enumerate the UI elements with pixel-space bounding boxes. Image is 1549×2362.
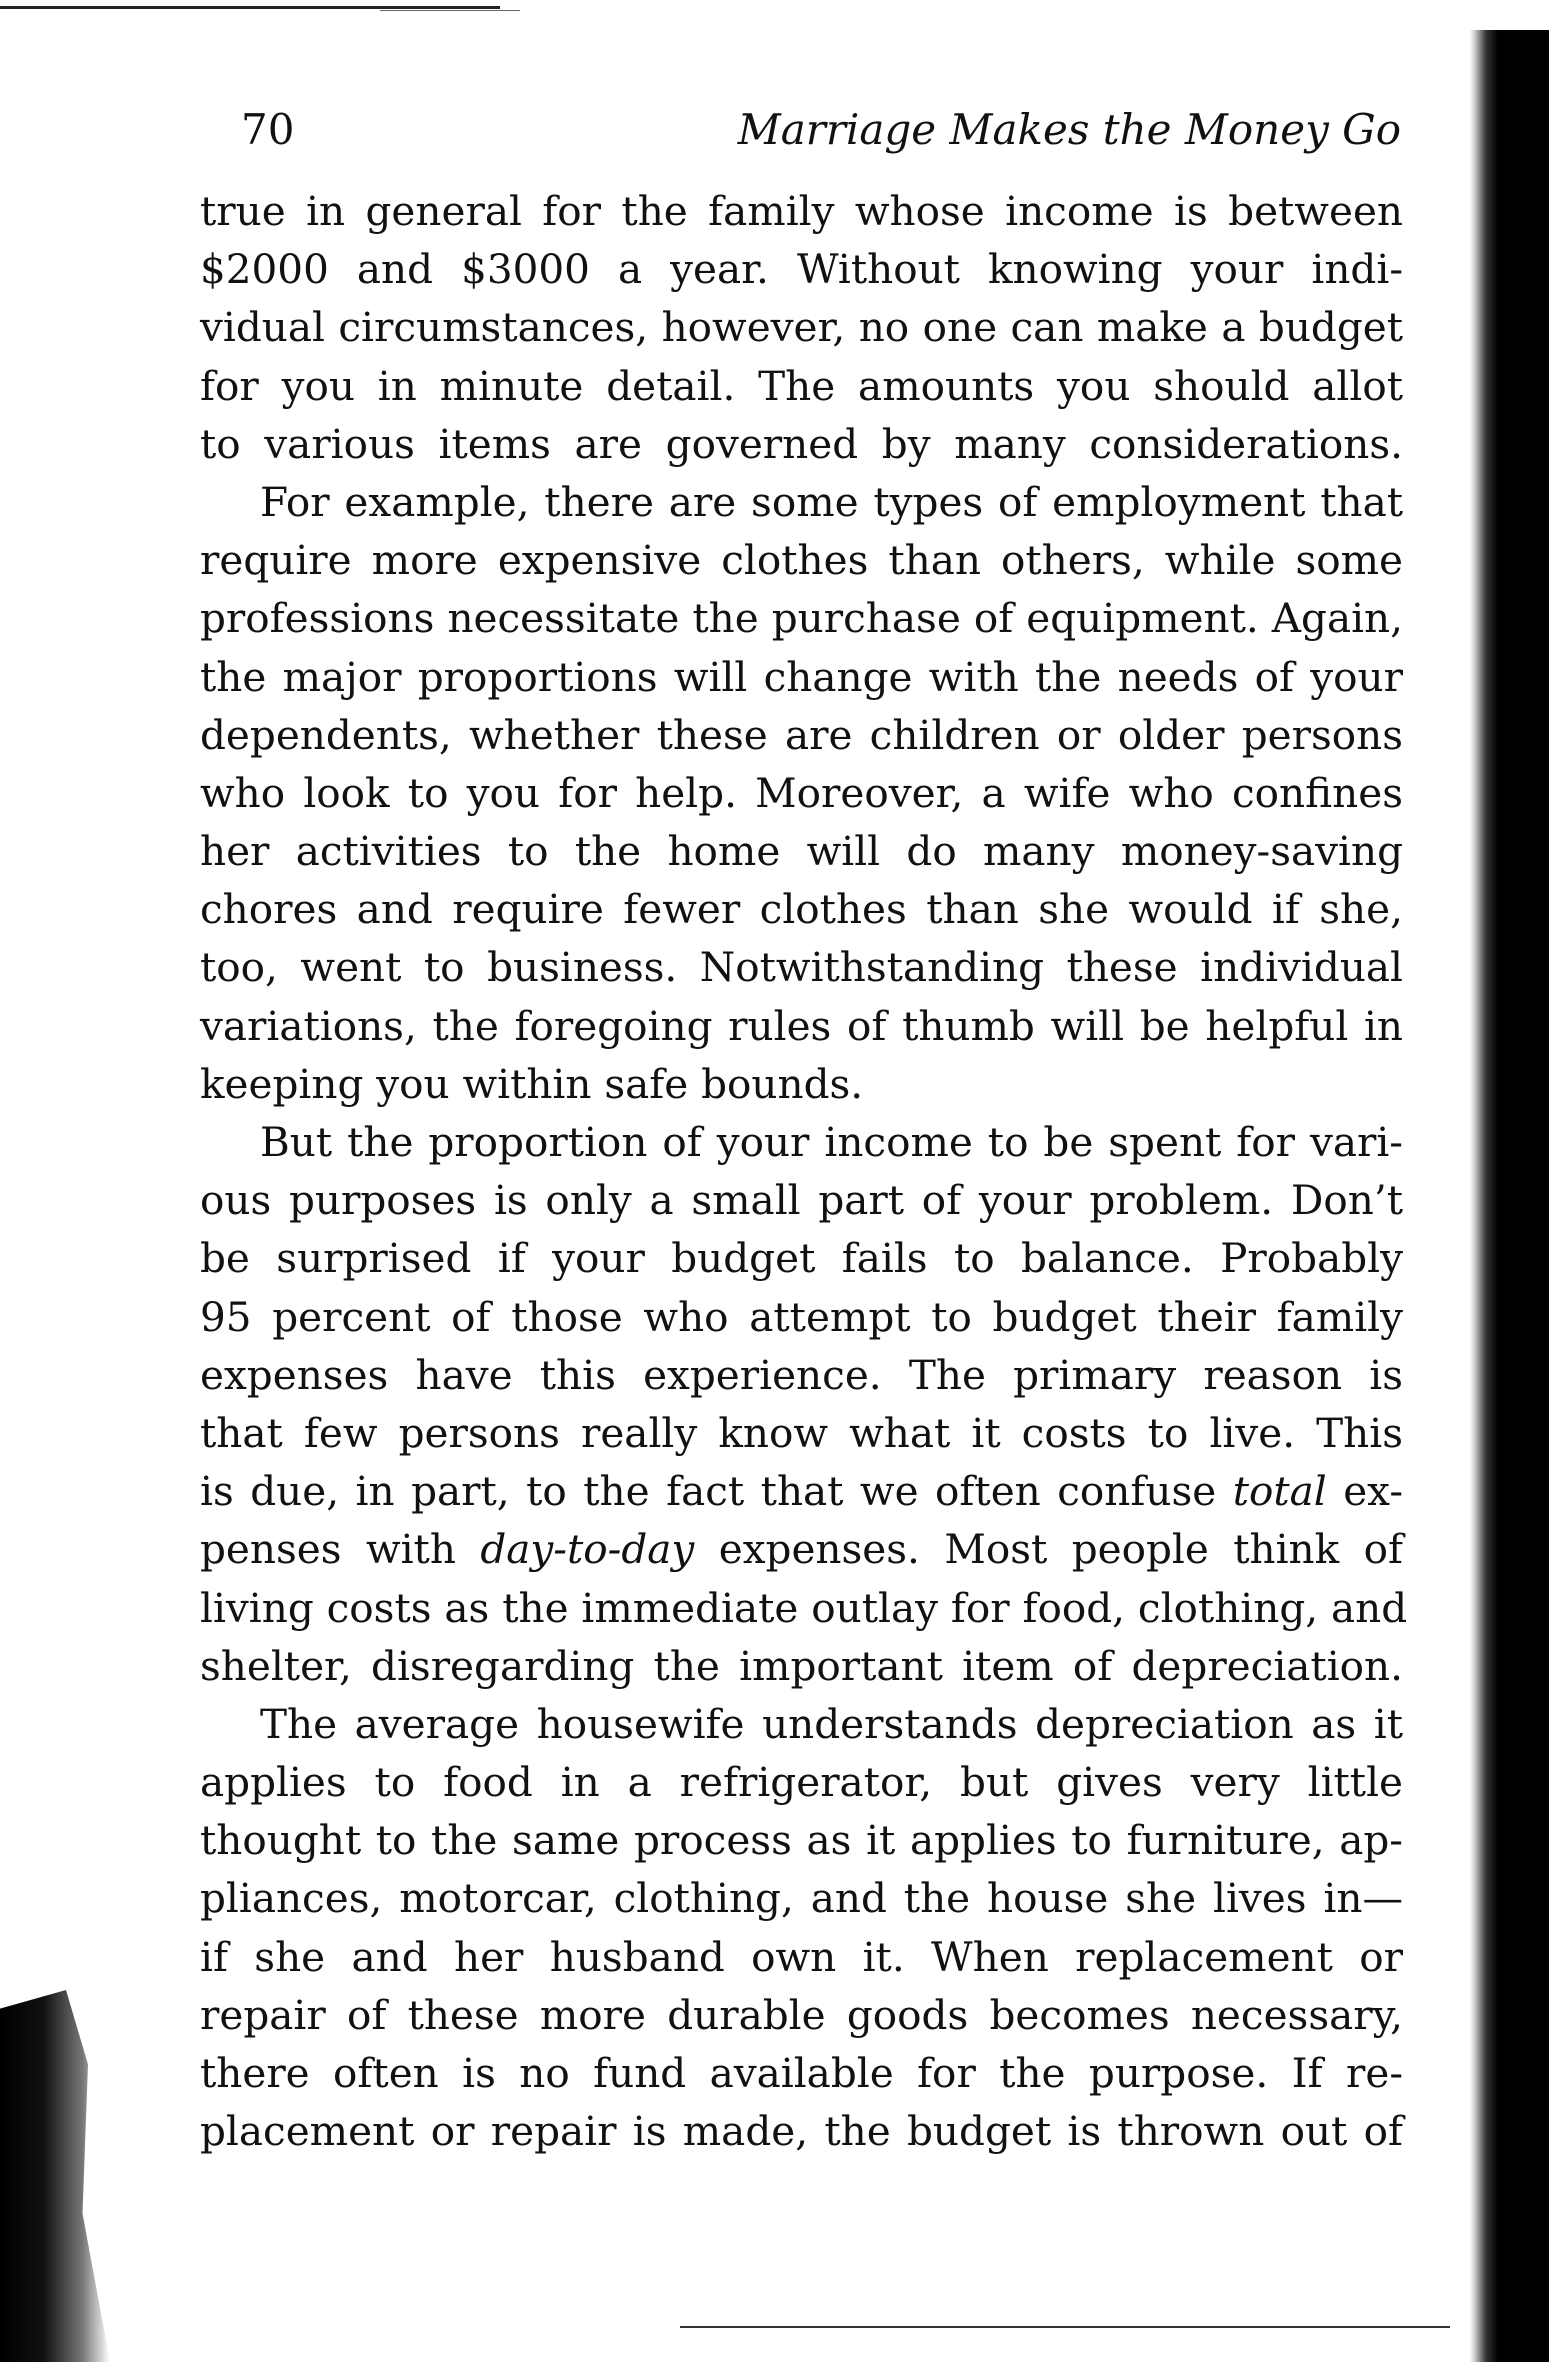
line-text: true in general for the family whose income is between xyxy=(200,187,1403,235)
line-text: The average housewife understands depreciation as it xyxy=(260,1699,1403,1748)
line-text: to various items are governed by many considerations. xyxy=(200,419,1403,468)
line-text: thought to the same process as it applies to furniture, ap- xyxy=(200,1816,1403,1865)
top-rule-thin xyxy=(380,10,520,11)
line-text: shelter, disregarding the important item of depreciation. xyxy=(200,1641,1403,1690)
running-title: Marriage Makes the Money Go xyxy=(737,105,1401,154)
text-line xyxy=(200,473,1403,531)
text-line xyxy=(200,1986,1403,2044)
line-text: ex- xyxy=(1326,1467,1403,1516)
text-line xyxy=(200,1462,1403,1520)
text-line xyxy=(200,822,1403,880)
text-line xyxy=(200,997,1403,1055)
text-line xyxy=(200,880,1403,938)
line-text: But the proportion of your income to be spent for vari- xyxy=(260,1118,1403,1166)
top-rule xyxy=(0,6,500,9)
text-line xyxy=(200,1113,1403,1171)
bottom-rule xyxy=(680,2326,1450,2328)
line-text: be surprised if your budget fails to balance. Probably xyxy=(200,1234,1403,1283)
text-line xyxy=(200,1171,1403,1229)
text-line xyxy=(200,357,1403,415)
text-line xyxy=(200,531,1403,589)
line-text: that few persons really know what it costs to live. This xyxy=(200,1408,1403,1457)
text-line xyxy=(200,1637,1403,1695)
line-text: $2000 and $3000 a year. Without knowing your indi- xyxy=(200,245,1403,294)
text-line xyxy=(200,1695,1403,1753)
line-text: her activities to the home will do many money-saving xyxy=(200,827,1403,876)
line-text: professions necessitate the purchase of equipment. Again, xyxy=(200,594,1403,643)
text-line xyxy=(200,2044,1403,2102)
text-line xyxy=(200,589,1403,647)
scan-thumb-shadow xyxy=(0,1990,110,2362)
line-text: ous purposes is only a small part of your problem. Don’t xyxy=(200,1176,1403,1225)
line-text: placement or repair is made, the budget is thrown out of xyxy=(200,2107,1403,2156)
line-text: dependents, whether these are children or older persons xyxy=(200,710,1403,759)
line-text: For example, there are some types of employment that xyxy=(260,477,1403,526)
body-text xyxy=(200,182,1408,2160)
text-line xyxy=(200,1811,1403,1869)
text-line xyxy=(200,1869,1403,1927)
line-text: the major proportions will change with the needs of your xyxy=(200,652,1403,701)
line-text: expenses have this experience. The primary reason is xyxy=(200,1350,1403,1399)
text-line xyxy=(200,1579,1408,1637)
line-text: require more expensive clothes than others, while some xyxy=(200,536,1403,585)
text-line xyxy=(200,1288,1403,1346)
text-line xyxy=(200,1520,1403,1578)
line-text: variations, the foregoing rules of thumb will be helpful in xyxy=(200,1001,1403,1050)
text-line xyxy=(200,2102,1403,2160)
line-text: applies to food in a refrigerator, but gives very little xyxy=(200,1758,1403,1807)
line-text: for you in minute detail. The amounts you should allot xyxy=(200,361,1403,410)
line-text: too, went to business. Notwithstanding these individual xyxy=(200,943,1403,992)
line-text: if she and her husband own it. When replacement or xyxy=(200,1932,1403,1981)
line-text: 95 percent of those who attempt to budget their family xyxy=(200,1292,1403,1341)
text-line xyxy=(200,298,1403,356)
text-line xyxy=(200,938,1403,996)
line-text: is due, in part, to the fact that we often confuse xyxy=(200,1467,1233,1516)
line-text: expenses. Most people think of xyxy=(694,1525,1403,1574)
line-text: penses with xyxy=(200,1525,481,1574)
text-line xyxy=(200,240,1403,298)
line-text: who look to you for help. Moreover, a wife who confines xyxy=(200,768,1403,817)
line-text: living costs as the immediate outlay for food, clothing, and xyxy=(200,1583,1408,1632)
text-line xyxy=(200,1229,1403,1287)
text-line xyxy=(200,706,1403,764)
italic-text: total xyxy=(1232,1467,1327,1516)
line-text: vidual circumstances, however, no one can make a budget xyxy=(200,303,1403,352)
text-line xyxy=(200,182,1403,240)
text-line xyxy=(200,1753,1403,1811)
line-text: repair of these more durable goods becomes necessary, xyxy=(200,1990,1403,2039)
line-text: there often is no fund available for the purpose. If re- xyxy=(200,2049,1403,2097)
line-text: pliances, motorcar, clothing, and the house she lives in— xyxy=(200,1874,1403,1923)
text-line xyxy=(200,648,1403,706)
page-number: 70 xyxy=(241,105,295,154)
text-line xyxy=(200,415,1403,473)
text-line xyxy=(200,764,1403,822)
scan-binding-shadow xyxy=(1470,30,1549,2362)
italic-text: day-to-day xyxy=(480,1525,695,1574)
text-line xyxy=(200,1346,1403,1404)
page-header xyxy=(241,105,1401,165)
text-line xyxy=(200,1928,1403,1986)
line-text: chores and require fewer clothes than she would if she, xyxy=(200,885,1403,934)
text-line xyxy=(200,1055,1403,1113)
line-text: keeping you within safe bounds. xyxy=(200,1059,864,1108)
text-line xyxy=(200,1404,1403,1462)
